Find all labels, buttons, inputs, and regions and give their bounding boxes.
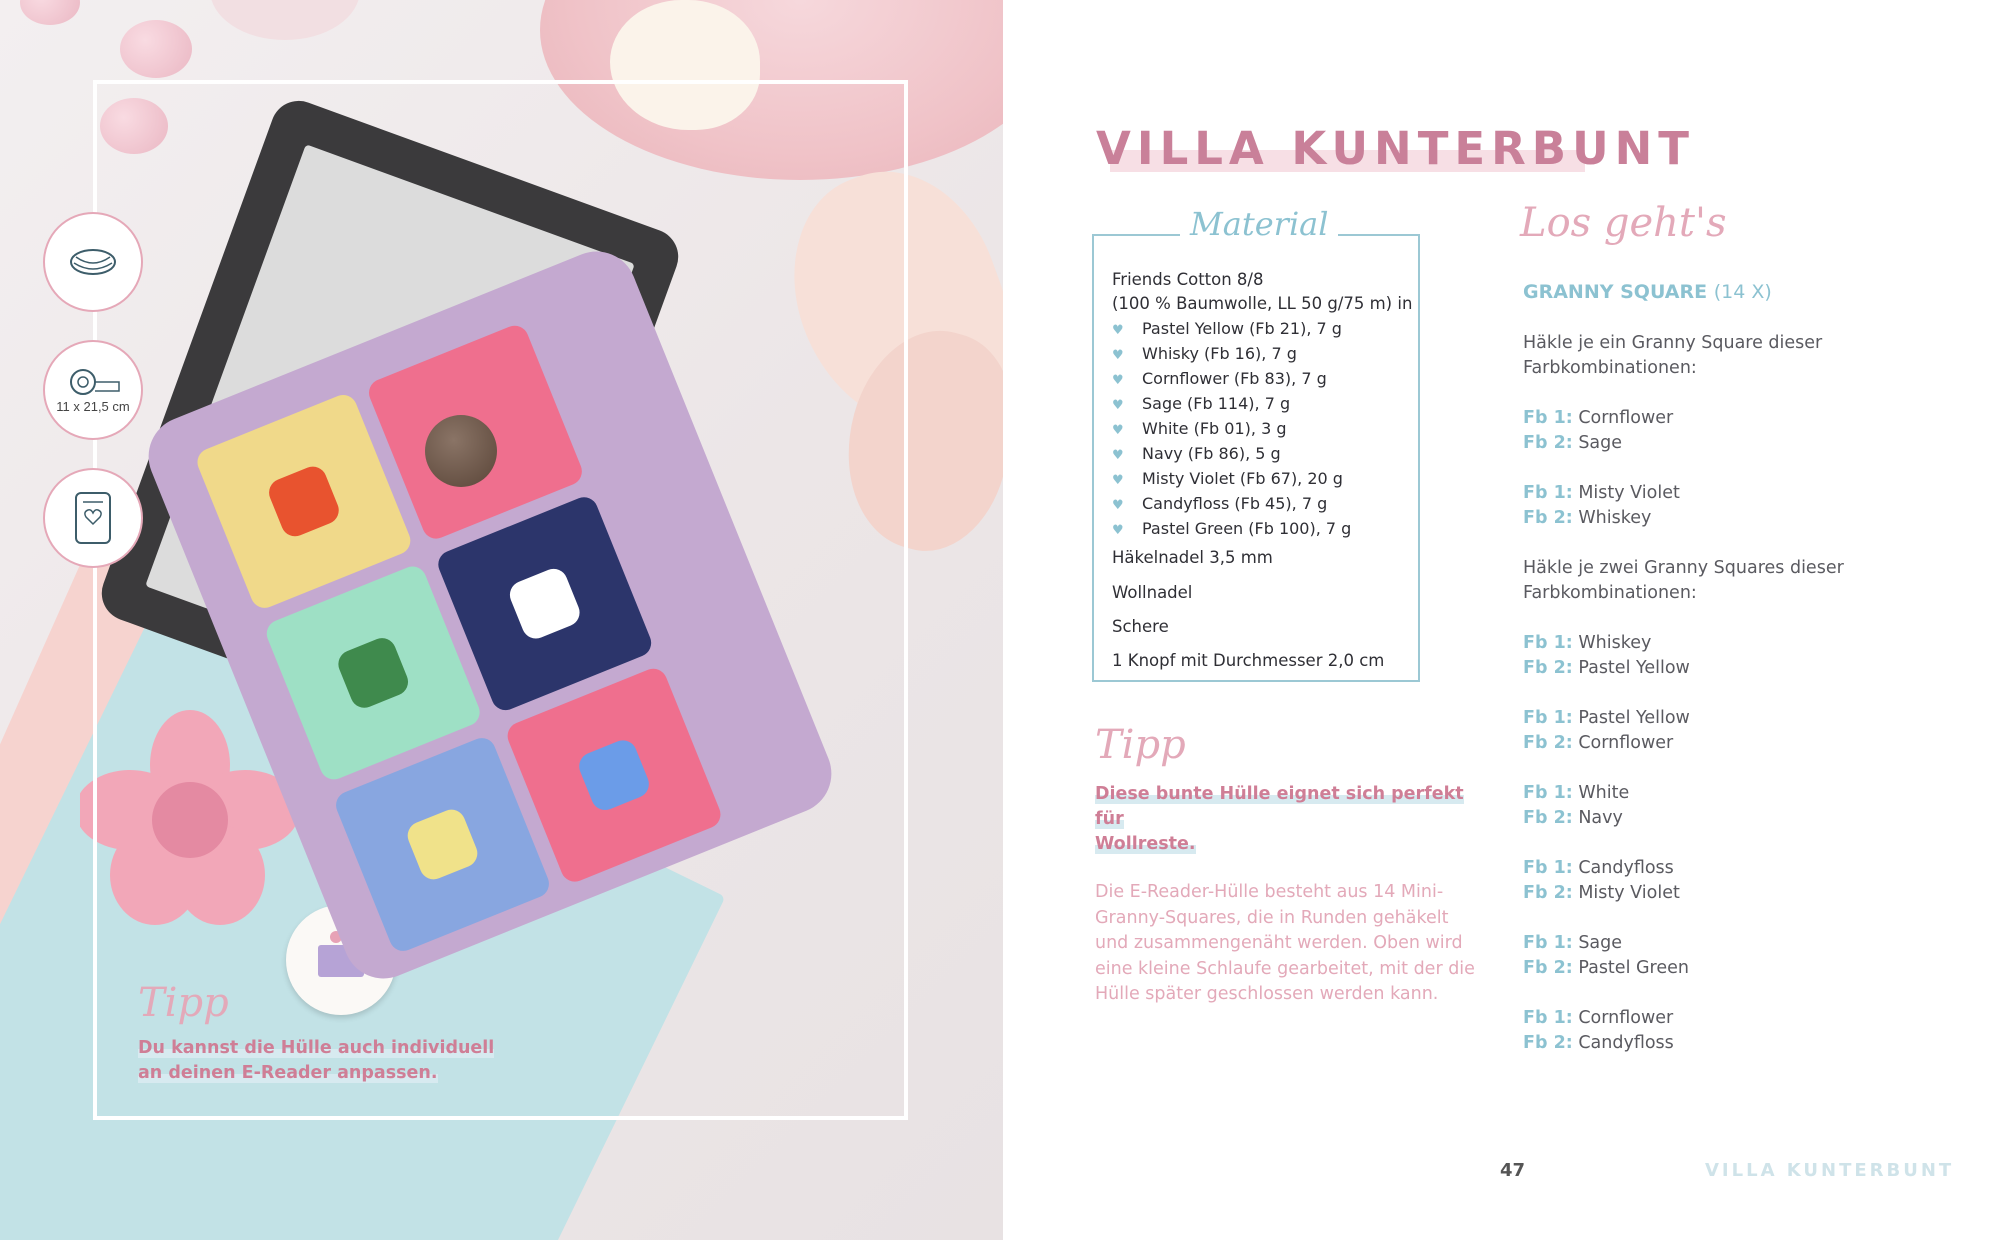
small-bowl bbox=[210, 0, 360, 40]
tipp-line-1: Diese bunte Hülle eignet sich perfekt für bbox=[1095, 784, 1464, 829]
material-color: ♥ Candyfloss (Fb 45), 7 g bbox=[1112, 494, 1328, 513]
candy bbox=[20, 0, 80, 25]
combo: Fb 1: Sage Fb 2: Pastel Green bbox=[1523, 933, 1689, 978]
ereader-icon-badge bbox=[43, 468, 143, 568]
heart-icon: ♥ bbox=[1112, 348, 1124, 363]
yarn-spec: (100 % Baumwolle, LL 50 g/75 m) in bbox=[1112, 294, 1413, 313]
combo: Fb 1: Candyfloss Fb 2: Misty Violet bbox=[1523, 858, 1680, 903]
material-color: ♥ Whisky (Fb 16), 7 g bbox=[1112, 344, 1297, 363]
los-gehts-heading: Los geht's bbox=[1520, 200, 1727, 246]
heart-icon: ♥ bbox=[1112, 423, 1124, 438]
material-tool: Wollnadel bbox=[1112, 583, 1193, 602]
tipp-line-1: Du kannst die Hülle auch individuell bbox=[138, 1038, 495, 1058]
heart-icon: ♥ bbox=[1112, 373, 1124, 388]
heart-icon: ♥ bbox=[1112, 498, 1124, 513]
material-color: ♥ Pastel Yellow (Fb 21), 7 g bbox=[1112, 319, 1342, 338]
tipp-heading: Tipp bbox=[138, 980, 229, 1026]
tipp-line-2: an deinen E-Reader anpassen. bbox=[138, 1063, 438, 1083]
page-title: VILLA KUNTERBUNT bbox=[1096, 122, 1695, 175]
material-color: ♥ Pastel Green (Fb 100), 7 g bbox=[1112, 519, 1352, 538]
description: Die E-Reader-Hülle besteht aus 14 Mini-Granny-Squares, die in Runden gehäkelt und zusammengenäht werden. Oben wird eine kleine Schlaufe gearbeitet, mit der die Hülle später geschlossen werden kann. bbox=[1095, 882, 1475, 1004]
material-tool: 1 Knopf mit Durchmesser 2,0 cm bbox=[1112, 651, 1385, 670]
size-icon-badge bbox=[43, 340, 143, 440]
granny-square-heading: GRANNY SQUARE (14 X) bbox=[1523, 281, 1772, 303]
tipp-text bbox=[138, 1036, 494, 1086]
yarn-icon bbox=[68, 247, 118, 277]
candy bbox=[120, 20, 192, 78]
material-tool: Schere bbox=[1112, 617, 1169, 636]
granny-square-count: (14 X) bbox=[1713, 281, 1772, 303]
material-tool: Häkelnadel 3,5 mm bbox=[1112, 548, 1273, 567]
tipp-text-right bbox=[1095, 782, 1495, 857]
intro-two: Häkle je zwei Granny Squares dieser Farbkombinationen: bbox=[1523, 558, 1844, 603]
measuring-tape-icon bbox=[63, 367, 123, 397]
footer-title: VILLA KUNTERBUNT bbox=[1705, 1160, 1955, 1181]
intro-one: Häkle je ein Granny Square dieser Farbkombinationen: bbox=[1523, 333, 1823, 378]
yarn-icon-badge bbox=[43, 212, 143, 312]
product-photo bbox=[0, 0, 1003, 1240]
yarn-name: Friends Cotton 8/8 bbox=[1112, 270, 1264, 289]
tipp-heading-right: Tipp bbox=[1095, 722, 1186, 768]
heart-icon: ♥ bbox=[1112, 473, 1124, 488]
page-number: 47 bbox=[1500, 1160, 1526, 1181]
material-color: ♥ Cornflower (Fb 83), 7 g bbox=[1112, 369, 1327, 388]
heart-icon: ♥ bbox=[1112, 448, 1124, 463]
combo: Fb 1: Cornflower Fb 2: Candyfloss bbox=[1523, 1008, 1674, 1053]
ereader-icon bbox=[73, 490, 113, 546]
heart-icon: ♥ bbox=[1112, 323, 1124, 338]
material-heading: Material bbox=[1180, 205, 1338, 243]
material-color: ♥ Misty Violet (Fb 67), 20 g bbox=[1112, 469, 1343, 488]
combo: Fb 1: White Fb 2: Navy bbox=[1523, 783, 1630, 828]
combo: Fb 1: Misty Violet Fb 2: Whiskey bbox=[1523, 483, 1680, 528]
heart-icon: ♥ bbox=[1112, 398, 1124, 413]
size-label: 11 x 21,5 cm bbox=[56, 398, 130, 414]
material-color: ♥ Sage (Fb 114), 7 g bbox=[1112, 394, 1291, 413]
photo-frame bbox=[93, 80, 908, 1120]
tipp-line-2: Wollreste. bbox=[1095, 834, 1196, 854]
combo: Fb 1: Whiskey Fb 2: Pastel Yellow bbox=[1523, 633, 1690, 678]
combo: Fb 1: Cornflower Fb 2: Sage bbox=[1523, 408, 1674, 453]
material-color: ♥ Navy (Fb 86), 5 g bbox=[1112, 444, 1281, 463]
material-color: ♥ White (Fb 01), 3 g bbox=[1112, 419, 1287, 438]
heart-icon: ♥ bbox=[1112, 523, 1124, 538]
combo: Fb 1: Pastel Yellow Fb 2: Cornflower bbox=[1523, 708, 1690, 753]
